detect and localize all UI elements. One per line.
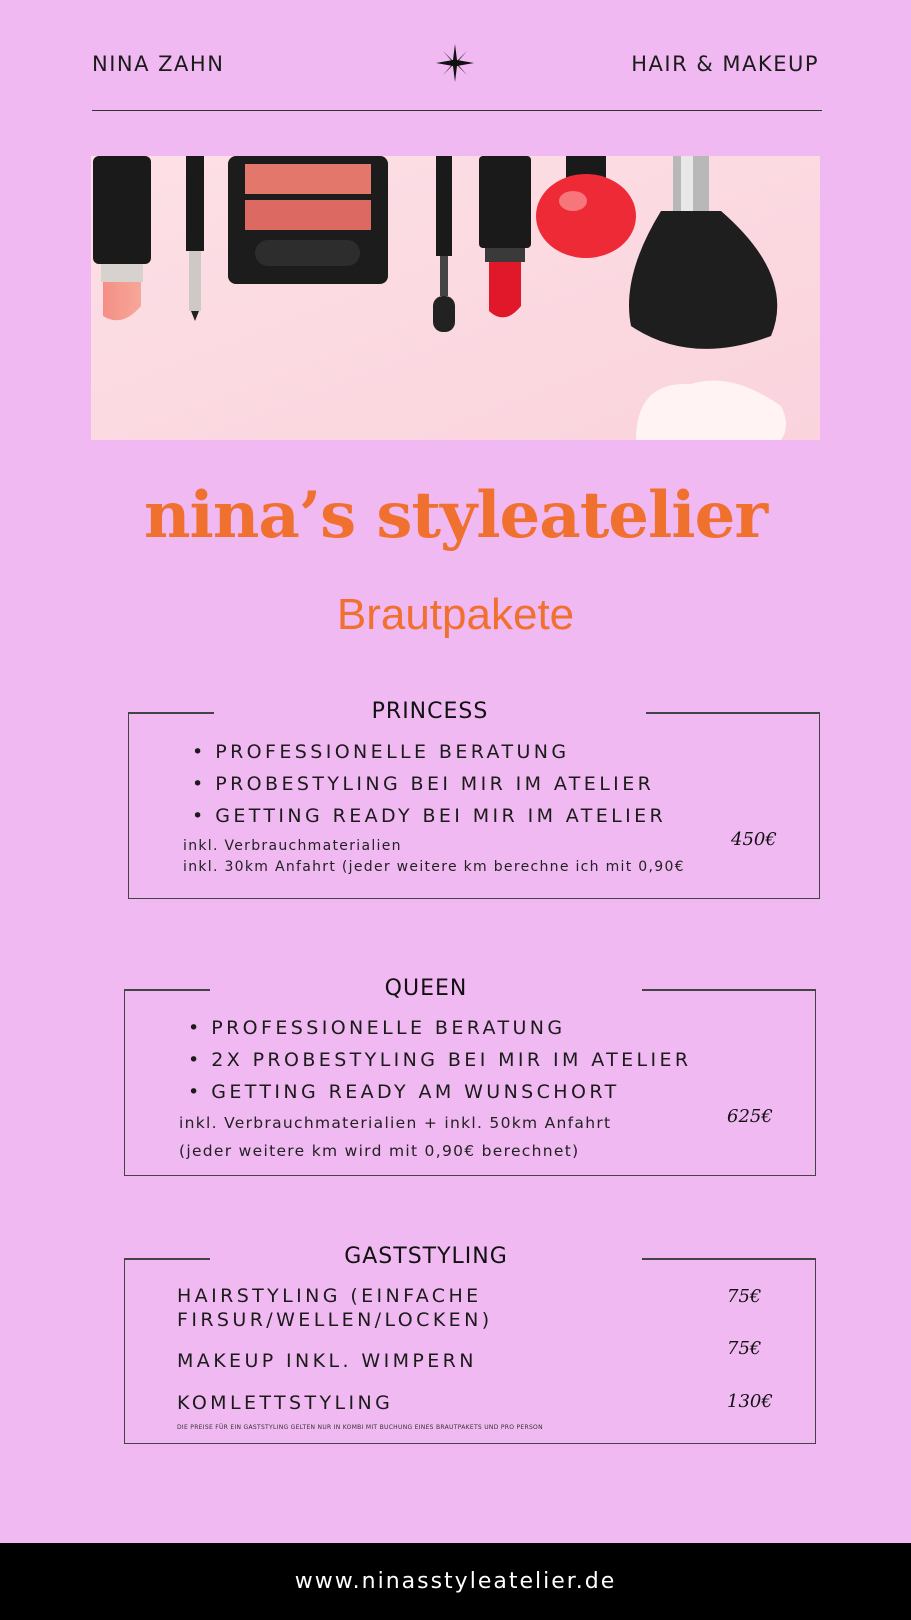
princess-features [192,736,666,832]
guest-service-price: 130€ [727,1391,773,1412]
princess-note: inkl. 30km Anfahrt (jeder weitere km berechne ich mit 0,90€ [183,859,685,875]
list-item: • PROBESTYLING BEI MIR IM ATELIER [192,768,666,800]
queen-note: inkl. Verbrauchmaterialien + inkl. 50km Anfahrt [179,1114,612,1132]
box-border [642,989,816,991]
guest-service-price: 75€ [727,1286,762,1307]
box-border [128,712,214,714]
guest-fine-print: DIE PREISE FÜR EIN GASTSTYLING GELTEN NUR IN KOMBI MIT BUCHUNG EINES BRAUTPAKETS UND PRO PERSON [177,1424,543,1431]
list-item: • GETTING READY BEI MIR IM ATELIER [192,800,666,832]
page-subtitle: Brautpakete [336,590,575,639]
queen-title: QUEEN [384,976,468,1001]
brand-tagline: HAIR & MAKEUP [631,52,819,76]
guest-service-name: HAIRSTYLING (EINFACHE FIRSUR/WELLEN/LOCKEN) [177,1285,493,1331]
guest-title: GASTSTYLING [344,1244,508,1269]
guest-service-name: MAKEUP INKL. WIMPERN [177,1350,477,1372]
list-item: • PROFESSIONELLE BERATUNG [192,736,666,768]
princess-price: 450€ [731,829,777,850]
queen-note: (jeder weitere km wird mit 0,90€ berechnet) [179,1142,580,1160]
header-divider [92,110,822,111]
guest-service-price: 75€ [727,1338,762,1359]
box-border [646,712,820,714]
box-border [642,1258,816,1260]
brand-name: NINA ZAHN [92,52,225,76]
footer-bar [0,1543,911,1620]
list-item: • GETTING READY AM WUNSCHORT [188,1076,692,1108]
queen-price: 625€ [727,1106,773,1127]
queen-features [188,1012,692,1108]
princess-title: PRINCESS [371,699,489,724]
box-border [124,989,210,991]
princess-note: inkl. Verbrauchmaterialien [183,838,402,854]
box-border [124,1258,210,1260]
list-item: • PROFESSIONELLE BERATUNG [188,1012,692,1044]
hero-image [91,156,820,440]
page-title: nina’s styleatelier [143,478,768,553]
website-link[interactable]: www.ninasstyleatelier.de [294,1569,617,1594]
list-item: • 2X PROBESTYLING BEI MIR IM ATELIER [188,1044,692,1076]
guest-service-name: KOMLETTSTYLING [177,1392,394,1414]
star-icon [436,44,474,82]
